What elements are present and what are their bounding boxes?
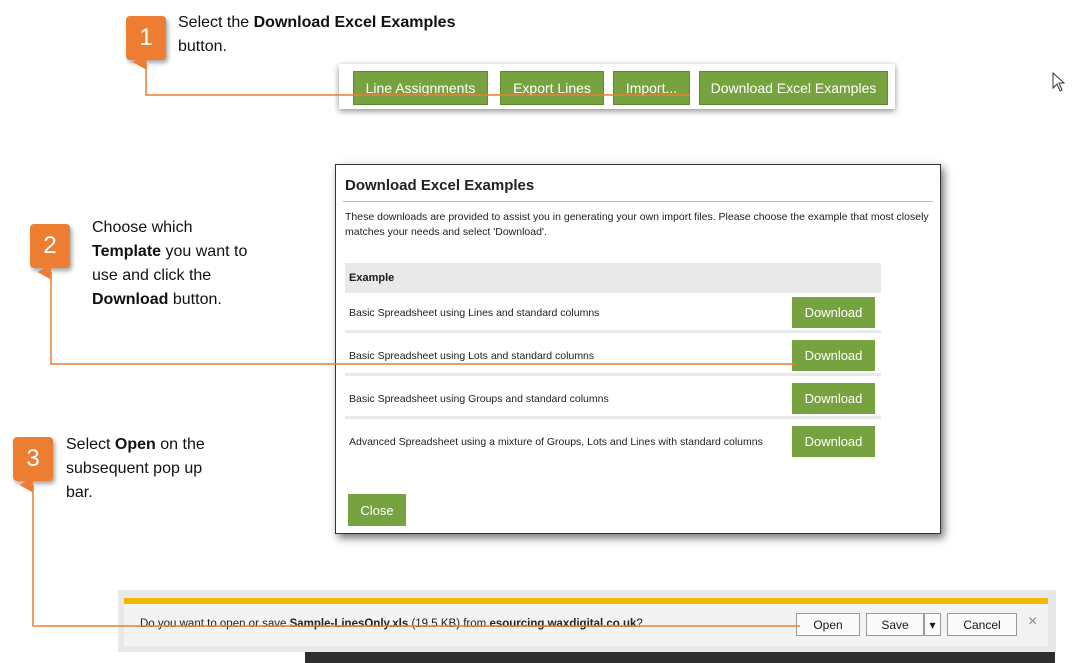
import-button[interactable]: Import... xyxy=(613,71,690,105)
step-1-arrow xyxy=(146,62,690,95)
dialog-description: These downloads are provided to assist you in generating your own import files. Please choose the example that most closely matches your needs and select 'Download'. xyxy=(345,211,929,238)
download-advanced-button[interactable]: Download xyxy=(792,426,875,457)
close-icon[interactable]: × xyxy=(1028,613,1038,630)
dialog-title: Download Excel Examples xyxy=(345,177,535,194)
notification-prompt: Do you want to open or save Sample-LinesOnly.xls (19.5 KB) from esourcing.waxdigital.co.uk? xyxy=(140,618,643,630)
line-assignments-button[interactable]: Line Assignments xyxy=(353,71,488,105)
download-lots-button[interactable]: Download xyxy=(792,340,875,371)
step-3-arrow xyxy=(33,485,800,626)
close-button[interactable]: Close xyxy=(348,494,406,526)
step-3-badge: 3 xyxy=(13,437,53,481)
download-lines-button[interactable]: Download xyxy=(792,297,875,328)
save-button[interactable]: Save xyxy=(866,613,924,636)
save-dropdown-icon[interactable]: ▾ xyxy=(924,613,941,636)
row-label: Advanced Spreadsheet using a mixture of Groups, Lots and Lines with standard columns xyxy=(349,436,763,448)
row-label: Basic Spreadsheet using Groups and standard columns xyxy=(349,393,609,405)
download-groups-button[interactable]: Download xyxy=(792,383,875,414)
step-2-instruction: Choose which Template you want to use and click the Download button. xyxy=(92,219,248,308)
table-header-example: Example xyxy=(345,263,881,293)
download-excel-examples-button[interactable]: Download Excel Examples xyxy=(699,71,888,105)
row-label: Basic Spreadsheet using Lines and standard columns xyxy=(349,307,600,319)
step-3-instruction: Select Open on the subsequent pop up bar. xyxy=(66,436,205,501)
cancel-button[interactable]: Cancel xyxy=(947,613,1017,636)
step-1-instruction: Select the Download Excel Examples button. xyxy=(178,14,456,55)
export-lines-button[interactable]: Export Lines xyxy=(500,71,604,105)
step-2-badge: 2 xyxy=(30,224,70,268)
open-button[interactable]: Open xyxy=(796,613,860,636)
row-label: Basic Spreadsheet using Lots and standard columns xyxy=(349,350,595,362)
step-1-badge: 1 xyxy=(126,16,166,60)
step-2-arrow xyxy=(51,272,795,364)
